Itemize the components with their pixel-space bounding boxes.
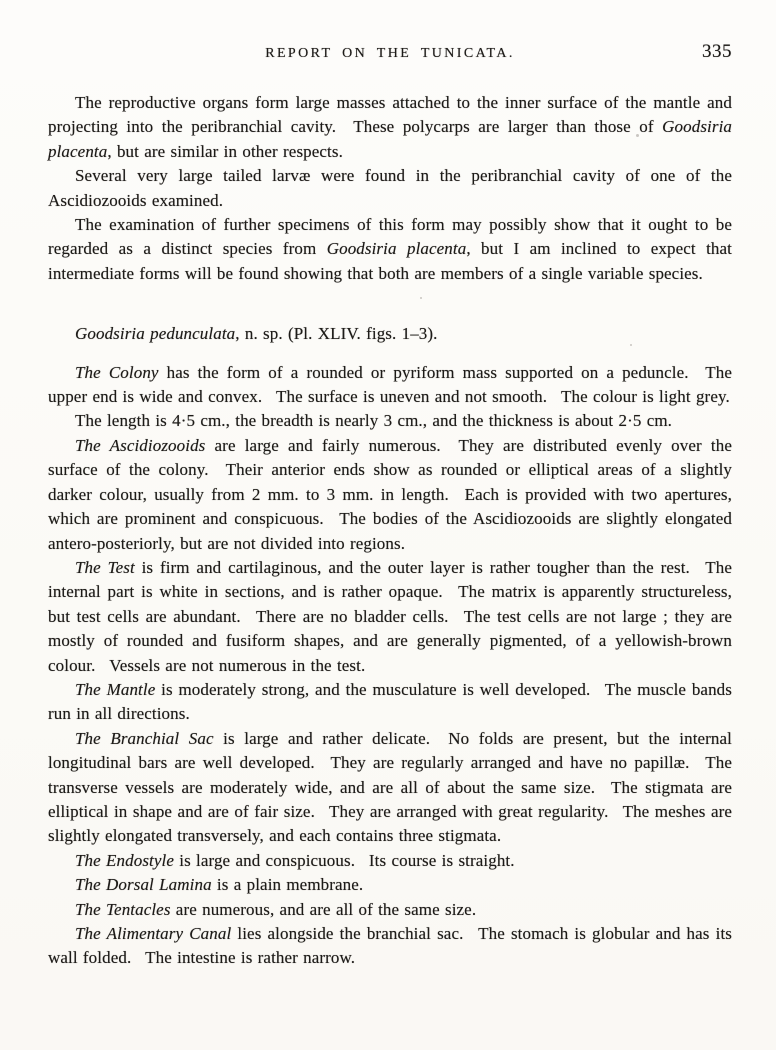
paragraph xyxy=(48,678,732,727)
italic-text: The Endostyle xyxy=(75,850,174,870)
text-run: , n. sp. (Pl. XLIV. figs. 1–3). xyxy=(235,324,438,344)
text-run: lies alongside the branchial sac. The stomach is globular and has its wall folded. The intestine is rather narrow. xyxy=(48,924,732,968)
page-body xyxy=(48,91,732,971)
running-title: REPORT ON THE TUNICATA. xyxy=(265,46,515,61)
scan-speck xyxy=(420,297,422,299)
page-number: 335 xyxy=(702,41,732,62)
text-run: has the form of a rounded or pyriform mass supported on a peduncle. The upper end is wide and convex. The surface is uneven and not smooth. The colour is light grey. xyxy=(48,362,732,407)
italic-text: The Mantle xyxy=(75,679,156,699)
paragraph xyxy=(48,922,732,971)
italic-text: Goodsiria placenta xyxy=(326,239,467,259)
text-run: , but are similar in other respects. xyxy=(107,141,343,161)
text-run: The length is 4·5 cm., the breadth is nearly 3 cm., and the thickness is about 2·5 cm. xyxy=(75,411,673,431)
text-run: is large and rather delicate. No folds are present, but the internal longitudinal bars are well developed. They are regularly arranged and have no papillæ. The transverse vessels are moderately wide, and are all of about the same size. The stigmata are elliptical in shape and are of fair size. They are arranged with great regularity. The meshes are slightly elongated transversely, and each contains three stigmata. xyxy=(48,728,732,846)
text-run: are numerous, and are all of the same size. xyxy=(170,899,477,919)
scan-speck xyxy=(636,134,639,137)
paragraph xyxy=(48,873,732,897)
italic-text: Goodsiria pedunculata xyxy=(75,324,236,344)
text-run: The examination of further specimens of this form may possibly show that it ought to be regarded as a distinct species from xyxy=(48,215,732,259)
paragraph xyxy=(48,361,732,410)
page-header xyxy=(48,41,732,67)
text-run: Several very large tailed larvæ were found in the peribranchial cavity of one of the Ascidiozooids examined. xyxy=(48,166,732,210)
italic-text: The Ascidiozooids xyxy=(75,435,206,455)
italic-text: The Tentacles xyxy=(75,899,171,919)
text-run: is firm and cartilaginous, and the outer layer is rather tougher than the rest. The internal part is white in sections, and is rather opaque. The matrix is apparently structureless, but test cells are abundant. There are no bladder cells. The test cells are not large ; they are mostly of rounded and fusiform shapes, and are generally pigmented, of a yellowish-brown colour. Vessels are not numerous in the test. xyxy=(48,557,733,675)
scan-speck xyxy=(630,344,632,346)
paragraph xyxy=(48,434,732,556)
paragraph xyxy=(48,898,732,922)
text-run: are large and fairly numerous. They are distributed evenly over the surface of the colony. Their anterior ends show as rounded or elliptical areas of a slightly darker colour, usually from 2 mm. to 3 mm. in length. Each is provided with two apertures, which are prominent and conspicuous. The bodies of the Ascidiozooids are slightly elongated antero-posteriorly, but are not divided into regions. xyxy=(48,435,732,553)
italic-text: Goodsiria placenta xyxy=(48,117,732,161)
text-run: is a plain membrane. xyxy=(211,875,364,895)
italic-text: The Alimentary Canal xyxy=(75,924,232,943)
paragraph xyxy=(48,556,732,678)
text-run: The reproductive organs form large masses attached to the inner surface of the mantle and projecting into the peribranchial cavity. These polycarps are larger than those of xyxy=(48,93,732,137)
italic-text: The Branchial Sac xyxy=(75,728,214,748)
text-run: is moderately strong, and the musculature is well developed. The muscle bands run in all directions. xyxy=(48,679,732,724)
paragraph xyxy=(48,849,732,873)
paragraph xyxy=(48,91,732,164)
italic-text: The Dorsal Lamina xyxy=(75,875,212,895)
text-run: , but I am inclined to expect that intermediate forms will be found showing that both are members of a single variable species. xyxy=(48,239,732,283)
paragraph xyxy=(48,213,732,286)
paragraph xyxy=(48,409,732,433)
species-heading xyxy=(48,322,732,346)
paragraph xyxy=(48,727,732,849)
italic-text: The Test xyxy=(75,557,135,577)
text-run: is large and conspicuous. Its course is straight. xyxy=(174,850,515,870)
italic-text: The Colony xyxy=(75,362,159,382)
paragraph xyxy=(48,164,732,213)
